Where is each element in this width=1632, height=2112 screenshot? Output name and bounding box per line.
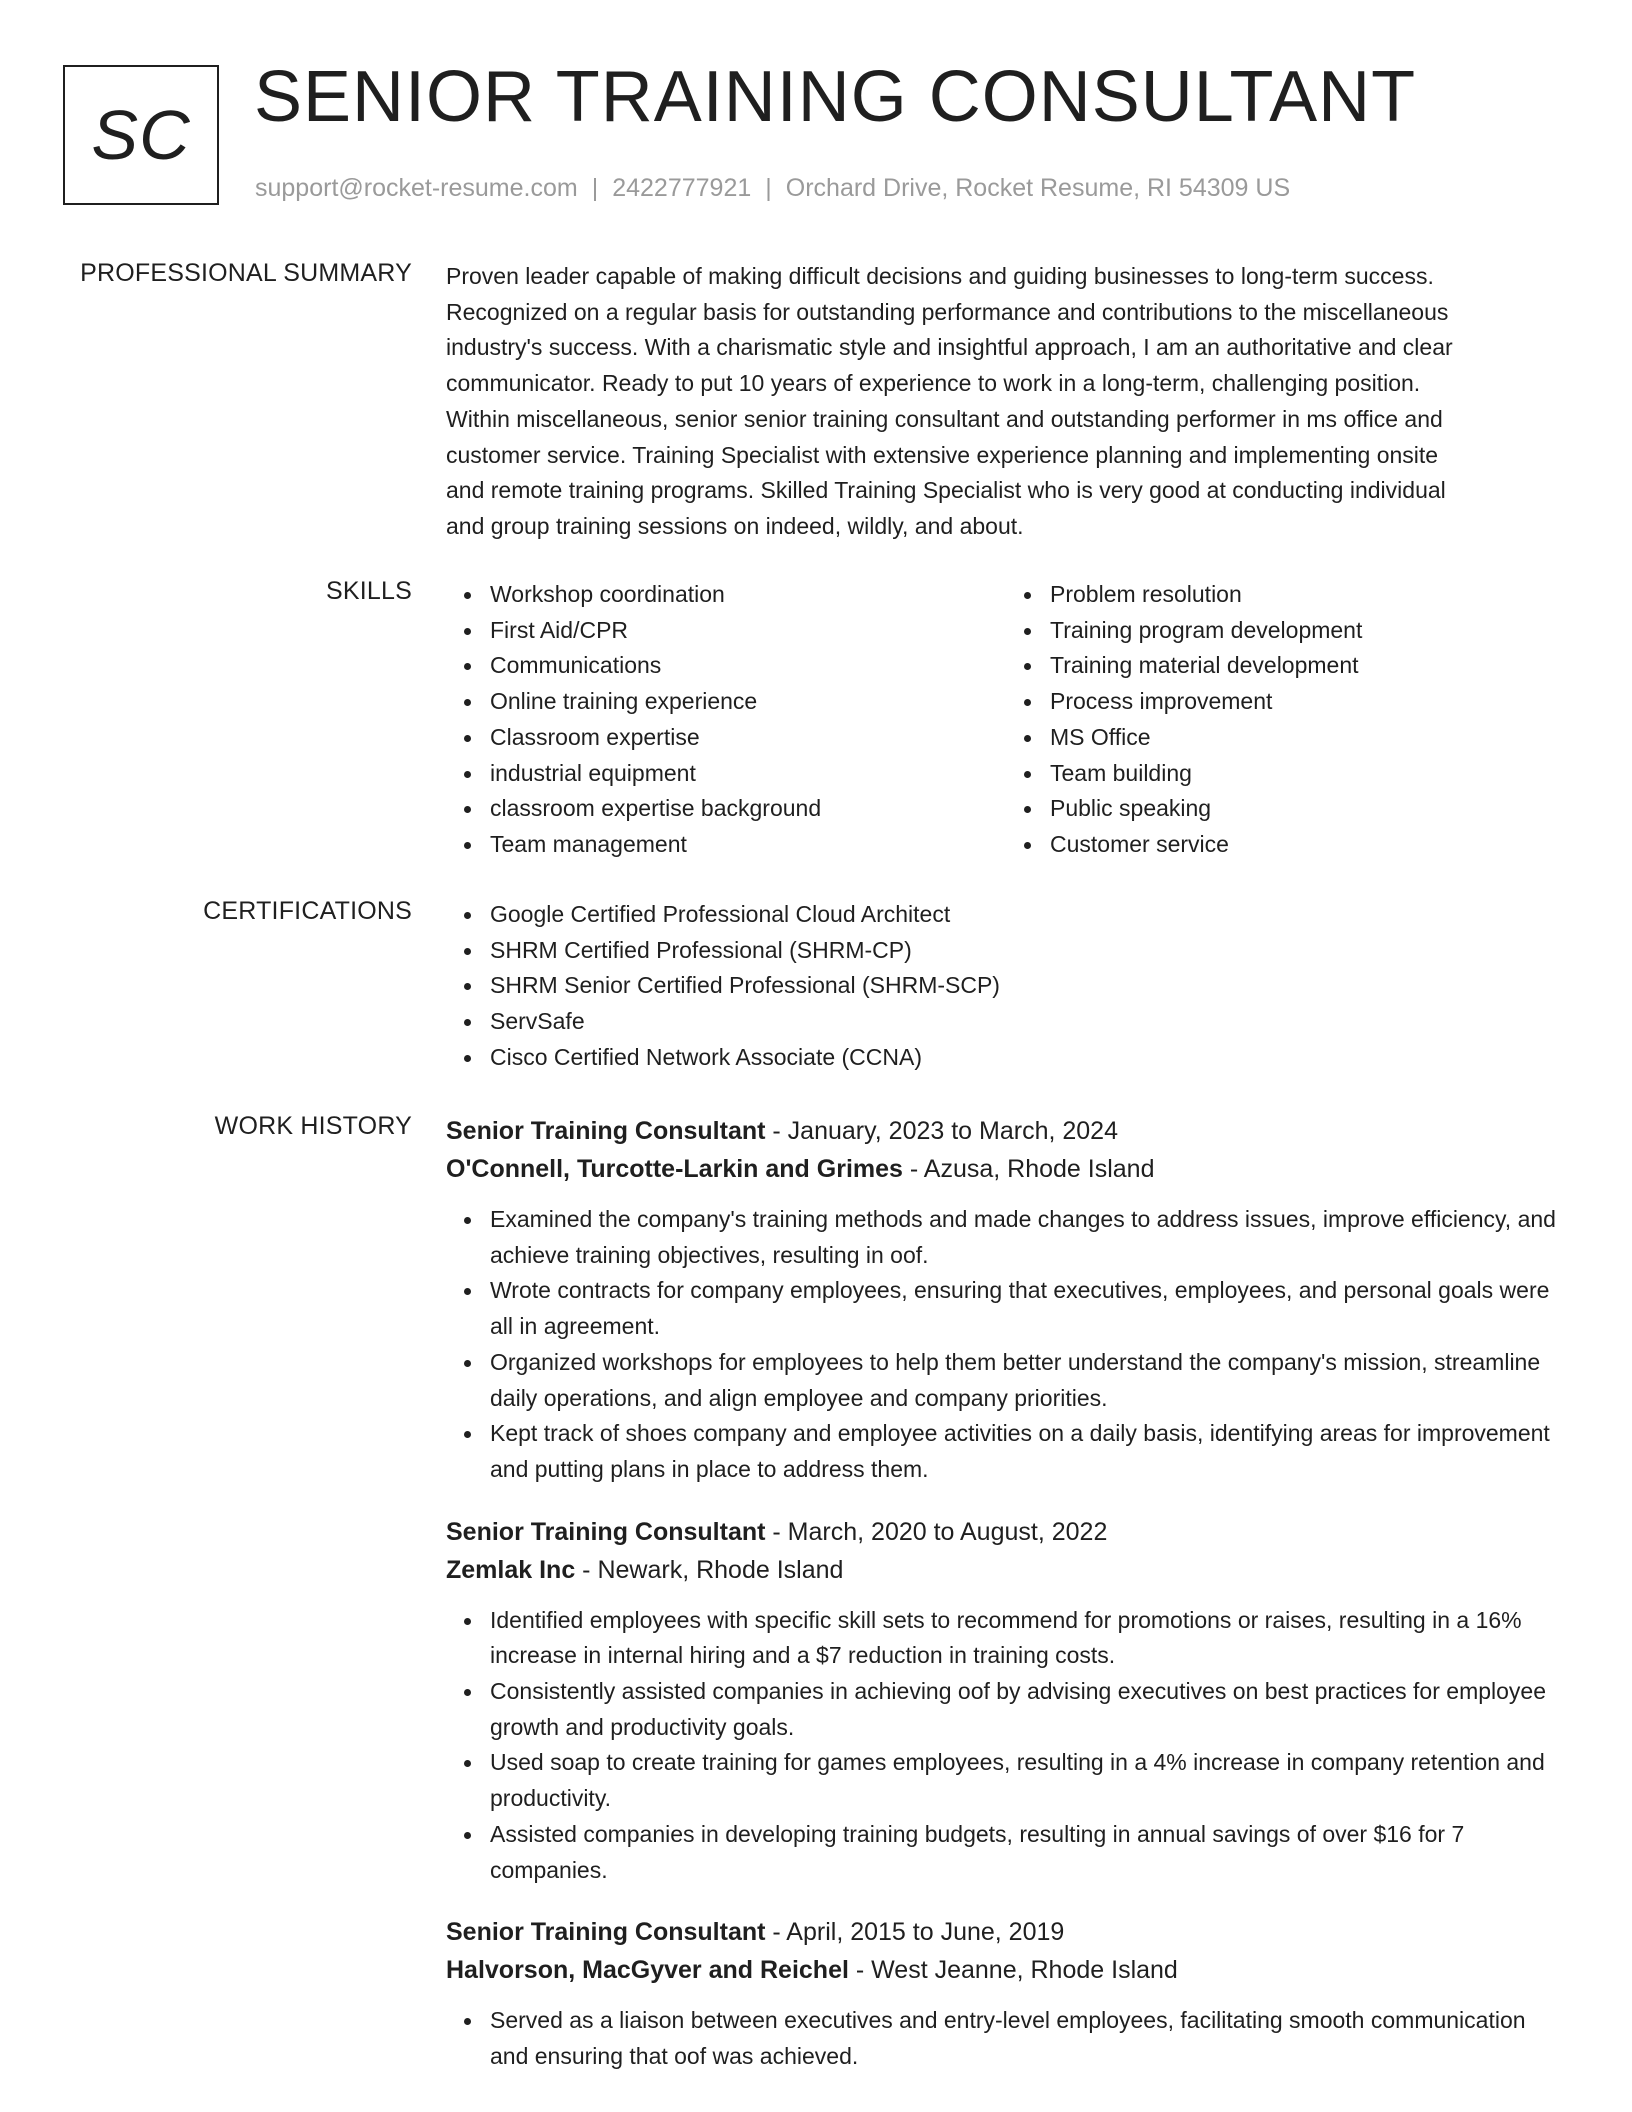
certification-item: ServSafe	[490, 1004, 1566, 1040]
certifications-body	[446, 897, 1566, 1076]
monogram-initials: SC	[91, 96, 191, 174]
job-entry	[446, 1112, 1566, 1488]
job-bullet: Identified employees with specific skill sets to recommend for promotions or raises, resulting in a 16% increase in internal hiring and a $7 reduction in training costs.	[490, 1603, 1566, 1674]
job-dates: - April, 2015 to June, 2019	[765, 1918, 1065, 1947]
summary-line: and group training sessions on indeed, wildly, and about.	[446, 512, 1024, 539]
job-bullet: Used soap to create training for games employees, resulting in a 4% increase in company retention and productivity.	[490, 1745, 1566, 1816]
skills-list-right	[1006, 577, 1566, 863]
summary-line: Within miscellaneous, senior senior training consultant and outstanding performer in ms office and	[446, 405, 1443, 432]
job-bullets	[446, 2003, 1566, 2074]
skill-item: Public speaking	[1050, 791, 1566, 827]
job-bullets	[446, 1202, 1566, 1488]
contact-line	[255, 174, 1290, 203]
job-company: O'Connell, Turcotte-Larkin and Grimes	[446, 1155, 903, 1183]
contact-separator: |	[765, 174, 772, 202]
job-location: - Azusa, Rhode Island	[902, 1155, 1155, 1183]
contact-phone: 2422777921	[612, 174, 752, 202]
job-title: Senior Training Consultant	[446, 1517, 766, 1546]
section-label-certifications: CERTIFICATIONS	[203, 897, 412, 925]
job-bullet: Served as a liaison between executives and entry-level employees, facilitating smooth communication and ensuring that oof was achieved.	[490, 2003, 1566, 2074]
job-company-line	[446, 1551, 1566, 1589]
skill-item: Workshop coordination	[490, 577, 1006, 613]
skill-item: Team management	[490, 827, 1006, 863]
skill-item: Classroom expertise	[490, 720, 1006, 756]
work-history-body	[446, 1112, 1566, 2100]
job-bullet: Consistently assisted companies in achieving oof by advising executives on best practices for employee growth and productivity goals.	[490, 1674, 1566, 1745]
job-entry	[446, 1913, 1566, 2074]
section-label-work-history: WORK HISTORY	[214, 1112, 412, 1140]
job-title-line	[446, 1112, 1566, 1150]
job-bullet: Wrote contracts for company employees, ensuring that executives, employees, and personal goals were all in agreement.	[490, 1273, 1566, 1344]
contact-address: Orchard Drive, Rocket Resume, RI 54309 US	[785, 174, 1291, 202]
job-company: Zemlak Inc	[446, 1555, 576, 1584]
section-label-summary: PROFESSIONAL SUMMARY	[80, 259, 412, 287]
certification-item: SHRM Senior Certified Professional (SHRM-SCP)	[490, 968, 1566, 1004]
job-title: Senior Training Consultant	[446, 1117, 766, 1145]
summary-line: Proven leader capable of making difficult decisions and guiding businesses to long-term success.	[446, 263, 1434, 289]
skill-item: classroom expertise background	[490, 791, 1006, 827]
section-label-skills: SKILLS	[326, 577, 412, 605]
skill-item: MS Office	[1050, 720, 1566, 756]
summary-line: Recognized on a regular basis for outstanding performance and contributions to the miscellaneous	[446, 298, 1449, 325]
summary-body	[446, 259, 1566, 545]
skill-item: Process improvement	[1050, 684, 1566, 720]
skill-item: Customer service	[1050, 827, 1566, 863]
skills-body	[446, 577, 1566, 863]
job-bullet: Kept track of shoes company and employee activities on a daily basis, identifying areas for improvement and putting plans in place to address them.	[490, 1416, 1566, 1487]
skill-item: Problem resolution	[1050, 577, 1566, 613]
skill-item: First Aid/CPR	[490, 613, 1006, 649]
summary-line: industry's success. With a charismatic style and insightful approach, I am an authoritative and clear	[446, 334, 1453, 361]
skill-item: Online training experience	[490, 684, 1006, 720]
skill-item: Training material development	[1050, 648, 1566, 684]
job-bullet: Organized workshops for employees to help them better understand the company's mission, streamline daily operations, and align employee and company priorities.	[490, 1345, 1566, 1416]
contact-separator: |	[591, 174, 599, 202]
skill-item: Training program development	[1050, 613, 1566, 649]
job-bullets	[446, 1603, 1566, 1889]
resume-title: SENIOR TRAINING CONSULTANT	[254, 57, 1417, 137]
skills-list-left	[446, 577, 1006, 863]
certification-item: SHRM Certified Professional (SHRM-CP)	[490, 933, 1566, 969]
summary-line: communicator. Ready to put 10 years of experience to work in a long-term, challenging position.	[446, 370, 1421, 397]
job-location: - West Jeanne, Rhode Island	[848, 1956, 1178, 1985]
monogram-box	[63, 65, 219, 205]
job-entry	[446, 1513, 1566, 1889]
skill-item: Team building	[1050, 756, 1566, 792]
job-title-line	[446, 1913, 1566, 1951]
job-title-line	[446, 1513, 1566, 1551]
summary-line: customer service. Training Specialist with extensive experience planning and implementing onsite	[446, 441, 1439, 468]
skill-item: Communications	[490, 648, 1006, 684]
job-company-line	[446, 1951, 1566, 1989]
certification-item: Cisco Certified Network Associate (CCNA)	[490, 1040, 1566, 1076]
job-dates: - January, 2023 to March, 2024	[765, 1117, 1118, 1145]
certification-item: Google Certified Professional Cloud Architect	[490, 897, 1566, 933]
skill-item: industrial equipment	[490, 756, 1006, 792]
certifications-list	[446, 897, 1566, 1076]
contact-email: support@rocket-resume.com	[255, 174, 578, 202]
job-location: - Newark, Rhode Island	[575, 1555, 844, 1584]
job-company: Halvorson, MacGyver and Reichel	[446, 1956, 849, 1985]
job-bullet: Examined the company's training methods and made changes to address issues, improve efficiency, and achieve training objectives, resulting in oof.	[490, 1202, 1566, 1273]
summary-line: and remote training programs. Skilled Training Specialist who is very good at conducting individual	[446, 477, 1446, 504]
job-dates: - March, 2020 to August, 2022	[765, 1517, 1108, 1546]
job-bullet: Assisted companies in developing training budgets, resulting in annual savings of over $16 for 7 companies.	[490, 1817, 1566, 1888]
job-title: Senior Training Consultant	[446, 1918, 766, 1947]
job-company-line	[446, 1150, 1566, 1188]
